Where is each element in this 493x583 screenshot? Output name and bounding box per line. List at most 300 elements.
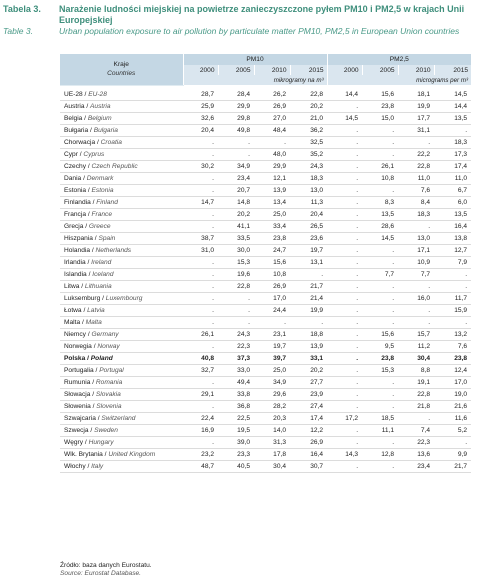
value-cell: 17,0 [434,376,471,388]
value-cell: . [183,148,218,160]
value-cell: 9,5 [362,340,398,352]
country-cell [60,220,183,232]
value-cell: 23,9 [290,388,327,400]
table-row [60,436,471,448]
value-cell: . [327,184,362,196]
country-name-pl: Polska [64,354,86,362]
value-cell: 15,6 [254,256,290,268]
value-cell: . [327,124,362,136]
name-separator: / [81,306,88,314]
value-cell: 21,7 [434,460,471,472]
value-cell: . [183,340,218,352]
value-cell: 30,4 [398,352,434,364]
name-separator: / [86,162,92,170]
value-cell: 48,4 [254,124,290,136]
country-name-pl: Słowenia [64,402,91,410]
country-name-pl: Łotwa [64,306,82,314]
value-cell: 23,1 [254,328,290,340]
value-cell: 16,4 [290,448,327,460]
value-cell: 15,6 [362,89,398,101]
value-cell: . [327,208,362,220]
value-cell: 11,3 [290,196,327,208]
table-row [60,328,471,340]
country-name-pl: Szwecja [64,426,89,434]
value-cell: . [327,268,362,280]
table-number-pl: Tabela 3. [3,4,41,14]
value-cell: 22,4 [183,412,218,424]
name-separator: / [88,126,94,134]
table-row [60,220,471,232]
table-row [60,100,471,112]
country-name-pl: UE-28 [64,90,83,98]
value-cell: . [362,436,398,448]
value-cell: 26,9 [254,100,290,112]
country-cell [60,244,183,256]
value-cell: 31,3 [254,436,290,448]
country-name-en: Switzerland [101,414,136,422]
country-name-pl: Irlandia [64,258,86,266]
value-cell: 11,1 [362,424,398,436]
value-cell: . [183,268,218,280]
value-cell: 17,7 [398,112,434,124]
value-cell: . [218,304,254,316]
value-cell: 32,6 [183,112,218,124]
value-cell: 21,6 [434,400,471,412]
name-separator: / [93,366,100,374]
value-cell: . [183,376,218,388]
value-cell: 22,8 [290,89,327,101]
value-cell: . [327,160,362,172]
value-cell: . [218,292,254,304]
country-name-en: Greece [88,222,111,230]
value-cell: 13,6 [398,448,434,460]
value-cell: . [218,316,254,328]
value-cell: . [327,364,362,376]
table-row [60,268,471,280]
name-separator: / [77,150,84,158]
value-cell: 20,4 [290,208,327,220]
value-cell: 21,8 [398,400,434,412]
value-cell: 33,5 [218,232,254,244]
country-cell [60,280,183,292]
country-name-en: Norway [97,342,120,350]
country-name-en: Hungary [88,438,114,446]
value-cell: . [327,316,362,328]
value-cell: . [327,388,362,400]
value-cell: 7,6 [434,340,471,352]
value-cell: 14,3 [327,448,362,460]
value-cell: 23,4 [398,460,434,472]
table-row [60,400,471,412]
country-cell [60,208,183,220]
value-cell: 28,7 [183,89,218,101]
value-cell: 21,0 [290,112,327,124]
value-cell: 30,2 [183,160,218,172]
value-cell: . [290,316,327,328]
name-separator: / [81,174,87,182]
value-cell: 13,5 [362,208,398,220]
value-cell: 30,7 [290,460,327,472]
value-cell: 29,6 [254,388,290,400]
value-cell: 14,4 [327,89,362,101]
value-cell: . [327,172,362,184]
value-cell: 17,0 [254,292,290,304]
country-name-en: Bulgaria [93,126,118,134]
value-cell: 28,4 [218,89,254,101]
value-cell: 15,9 [434,304,471,316]
value-cell: 14,4 [434,100,471,112]
value-cell: 20,7 [218,184,254,196]
country-name-pl: Niemcy [64,330,86,338]
country-name-pl: Dania [64,174,82,182]
value-cell: . [362,184,398,196]
value-cell: 6,0 [434,196,471,208]
country-name-en: Ireland [91,258,112,266]
value-cell: 33,0 [218,364,254,376]
table-row [60,184,471,196]
country-name-pl: Portugalia [64,366,94,374]
value-cell: . [362,316,398,328]
value-cell: 8,4 [398,196,434,208]
value-cell: 18,5 [362,412,398,424]
value-cell: 7,4 [398,424,434,436]
name-separator: / [91,342,98,350]
table-row [60,376,471,388]
country-cell [60,100,183,112]
name-separator: / [100,294,106,302]
table-row [60,172,471,184]
value-cell: 39,7 [254,352,290,364]
value-cell: 23,4 [218,172,254,184]
value-cell: 13,0 [290,184,327,196]
value-cell: 19,6 [218,268,254,280]
country-cell [60,328,183,340]
value-cell: . [362,280,398,292]
value-cell: 20,4 [183,124,218,136]
data-table [60,54,471,473]
table-row [60,89,471,101]
table-row [60,232,471,244]
year-header: 2005 [218,65,254,75]
value-cell: 22,8 [398,388,434,400]
value-cell: 20,2 [290,100,327,112]
value-cell: . [183,316,218,328]
value-cell: . [362,124,398,136]
value-cell: 26,2 [254,89,290,101]
value-cell: 12,4 [434,364,471,376]
value-cell: 38,7 [183,232,218,244]
value-cell: 40,8 [183,352,218,364]
value-cell: 22,3 [218,340,254,352]
table-row [60,304,471,316]
value-cell: 29,9 [254,160,290,172]
value-cell: . [254,316,290,328]
value-cell: . [327,196,362,208]
country-name-en: Croatia [100,138,122,146]
country-name-pl: Litwa [64,282,80,290]
unit-label-en: micrograms per m³ [327,75,471,85]
name-separator: / [85,258,92,266]
value-cell: 11,7 [434,292,471,304]
value-cell: . [434,124,471,136]
value-cell: 17,4 [290,412,327,424]
value-cell: 31,0 [183,244,218,256]
value-cell: 19,7 [254,340,290,352]
value-cell: . [183,184,218,196]
value-cell: 28,2 [254,400,290,412]
value-cell: . [254,136,290,148]
year-header: 2010 [398,65,434,75]
country-cell [60,304,183,316]
country-name-en: Iceland [92,270,114,278]
value-cell: 24,4 [254,304,290,316]
value-cell: . [183,280,218,292]
name-separator: / [83,438,89,446]
table-row [60,208,471,220]
table-row [60,244,471,256]
value-cell: 40,5 [218,460,254,472]
name-separator: / [90,198,97,206]
value-cell: . [362,304,398,316]
value-cell: 19,7 [290,244,327,256]
value-cell: 17,8 [254,448,290,460]
country-name-pl: Czechy [64,162,86,170]
value-cell: . [183,304,218,316]
value-cell: 17,3 [434,148,471,160]
table-number-en: Table 3. [3,26,33,36]
value-cell: . [362,376,398,388]
value-cell: 48,7 [183,460,218,472]
value-cell: 31,1 [398,124,434,136]
value-cell: 16,4 [434,220,471,232]
country-name-en: Slovakia [95,390,121,398]
table-row [60,460,471,472]
year-header: 2000 [327,65,362,75]
value-cell: 34,9 [218,160,254,172]
country-cell [60,376,183,388]
value-cell: 32,7 [183,364,218,376]
value-cell: 8,3 [362,196,398,208]
value-cell: 23,3 [218,448,254,460]
source-pl: Źródło: baza danych Eurostatu. [60,562,152,569]
country-name-pl: Norwegia [64,342,92,350]
country-name-pl: Rumunia [64,378,91,386]
value-cell: 10,8 [362,172,398,184]
value-cell: 11,2 [398,340,434,352]
table-row [60,424,471,436]
country-name-en: EU-28 [88,90,107,98]
value-cell: . [327,352,362,364]
value-cell: . [327,400,362,412]
value-cell: . [327,256,362,268]
country-name-en: Germany [91,330,119,338]
table-row [60,256,471,268]
countries-header-pl: Kraje [113,61,129,69]
value-cell: . [218,148,254,160]
name-separator: / [86,210,92,218]
country-name-pl: Estonia [64,186,86,194]
value-cell: 7,7 [362,268,398,280]
value-cell: 25,9 [183,100,218,112]
year-header: 2010 [254,65,290,75]
name-separator: / [86,270,93,278]
country-name-pl: Hiszpania [64,234,93,242]
table-row [60,316,471,328]
country-cell [60,352,183,364]
country-cell [60,316,183,328]
name-separator: / [86,186,92,194]
country-name-pl: Islandia [64,270,87,278]
value-cell: . [183,172,218,184]
name-separator: / [95,414,102,422]
country-cell [60,112,183,124]
table-row [60,388,471,400]
country-cell [60,136,183,148]
name-separator: / [84,102,91,110]
table-row [60,280,471,292]
table-row [60,124,471,136]
country-name-en: France [91,210,113,218]
value-cell: 18,3 [290,172,327,184]
country-name-en: Czech Republic [91,162,138,170]
value-cell: 19,9 [290,304,327,316]
country-cell [60,292,183,304]
table-row [60,412,471,424]
value-cell: 33,4 [254,220,290,232]
value-cell: 16,0 [398,292,434,304]
value-cell: 32,5 [290,136,327,148]
value-cell: 12,7 [434,244,471,256]
value-cell: . [398,412,434,424]
value-cell: 19,1 [398,376,434,388]
country-cell [60,388,183,400]
source-note [60,562,152,578]
value-cell: 17,2 [327,412,362,424]
value-cell: 27,0 [254,112,290,124]
country-name-pl: Chorwacja [64,138,96,146]
country-name-en: Poland [90,354,113,362]
value-cell: . [183,136,218,148]
value-cell: 17,1 [398,244,434,256]
value-cell: 13,0 [398,232,434,244]
value-cell: 22,2 [398,148,434,160]
value-cell: 12,1 [254,172,290,184]
table-row [60,196,471,208]
country-cell [60,160,183,172]
value-cell: 23,8 [362,100,398,112]
table-caption [3,4,489,37]
country-cell [60,460,183,472]
value-cell: . [327,304,362,316]
value-cell: 13,2 [434,328,471,340]
value-cell: 15,3 [362,364,398,376]
value-cell: . [183,436,218,448]
value-cell: 21,4 [290,292,327,304]
country-name-en: Belgium [87,114,112,122]
value-cell: . [434,268,471,280]
value-cell: . [218,136,254,148]
country-name-en: Latvia [87,306,105,314]
value-cell: 15,7 [398,328,434,340]
value-cell: 34,9 [254,376,290,388]
value-cell: 14,7 [183,196,218,208]
value-cell: . [398,316,434,328]
value-cell: 18,3 [434,136,471,148]
table-row [60,340,471,352]
name-separator: / [88,426,95,434]
value-cell: 12,2 [290,424,327,436]
country-cell [60,412,183,424]
value-cell: 18,8 [290,328,327,340]
country-name-en: Luxembourg [105,294,143,302]
value-cell: 28,6 [362,220,398,232]
country-name-en: Malta [85,318,102,326]
value-cell: 48,0 [254,148,290,160]
country-name-en: Cyprus [83,150,105,158]
value-cell: 23,2 [183,448,218,460]
value-cell: 29,8 [218,112,254,124]
country-cell [60,184,183,196]
country-cell [60,448,183,460]
value-cell: . [398,220,434,232]
country-cell [60,268,183,280]
value-cell: 22,8 [398,160,434,172]
value-cell: 30,4 [254,460,290,472]
name-separator: / [82,114,88,122]
value-cell: 22,5 [218,412,254,424]
value-cell: 14,5 [362,232,398,244]
value-cell: 35,2 [290,148,327,160]
value-cell: . [327,232,362,244]
value-cell: . [327,436,362,448]
country-name-pl: Austria [64,102,85,110]
value-cell: 25,0 [254,208,290,220]
value-cell: 18,3 [398,208,434,220]
name-separator: / [90,402,97,410]
value-cell: 26,9 [290,436,327,448]
value-cell: . [398,280,434,292]
value-cell: 24,7 [254,244,290,256]
country-name-pl: Holandia [64,246,91,254]
value-cell: 29,1 [183,388,218,400]
value-cell: 20,2 [290,364,327,376]
country-cell [60,364,183,376]
country-name-pl: Finlandia [64,198,91,206]
name-separator: / [79,282,85,290]
table-row [60,448,471,460]
value-cell: 41,1 [218,220,254,232]
value-cell: 33,1 [290,352,327,364]
value-cell: 13,9 [254,184,290,196]
country-cell [60,424,183,436]
value-cell: . [327,460,362,472]
value-cell: 19,5 [218,424,254,436]
value-cell: . [327,220,362,232]
value-cell: 17,4 [434,160,471,172]
name-separator: / [80,318,86,326]
table-row [60,136,471,148]
value-cell: 11,0 [398,172,434,184]
value-cell: 14,5 [327,112,362,124]
table-row [60,352,471,364]
year-header: 2015 [290,65,327,75]
name-separator: / [83,222,89,230]
country-cell [60,148,183,160]
country-cell [60,436,183,448]
value-cell: . [183,208,218,220]
value-cell: 18,1 [398,89,434,101]
value-cell: 23,8 [362,352,398,364]
